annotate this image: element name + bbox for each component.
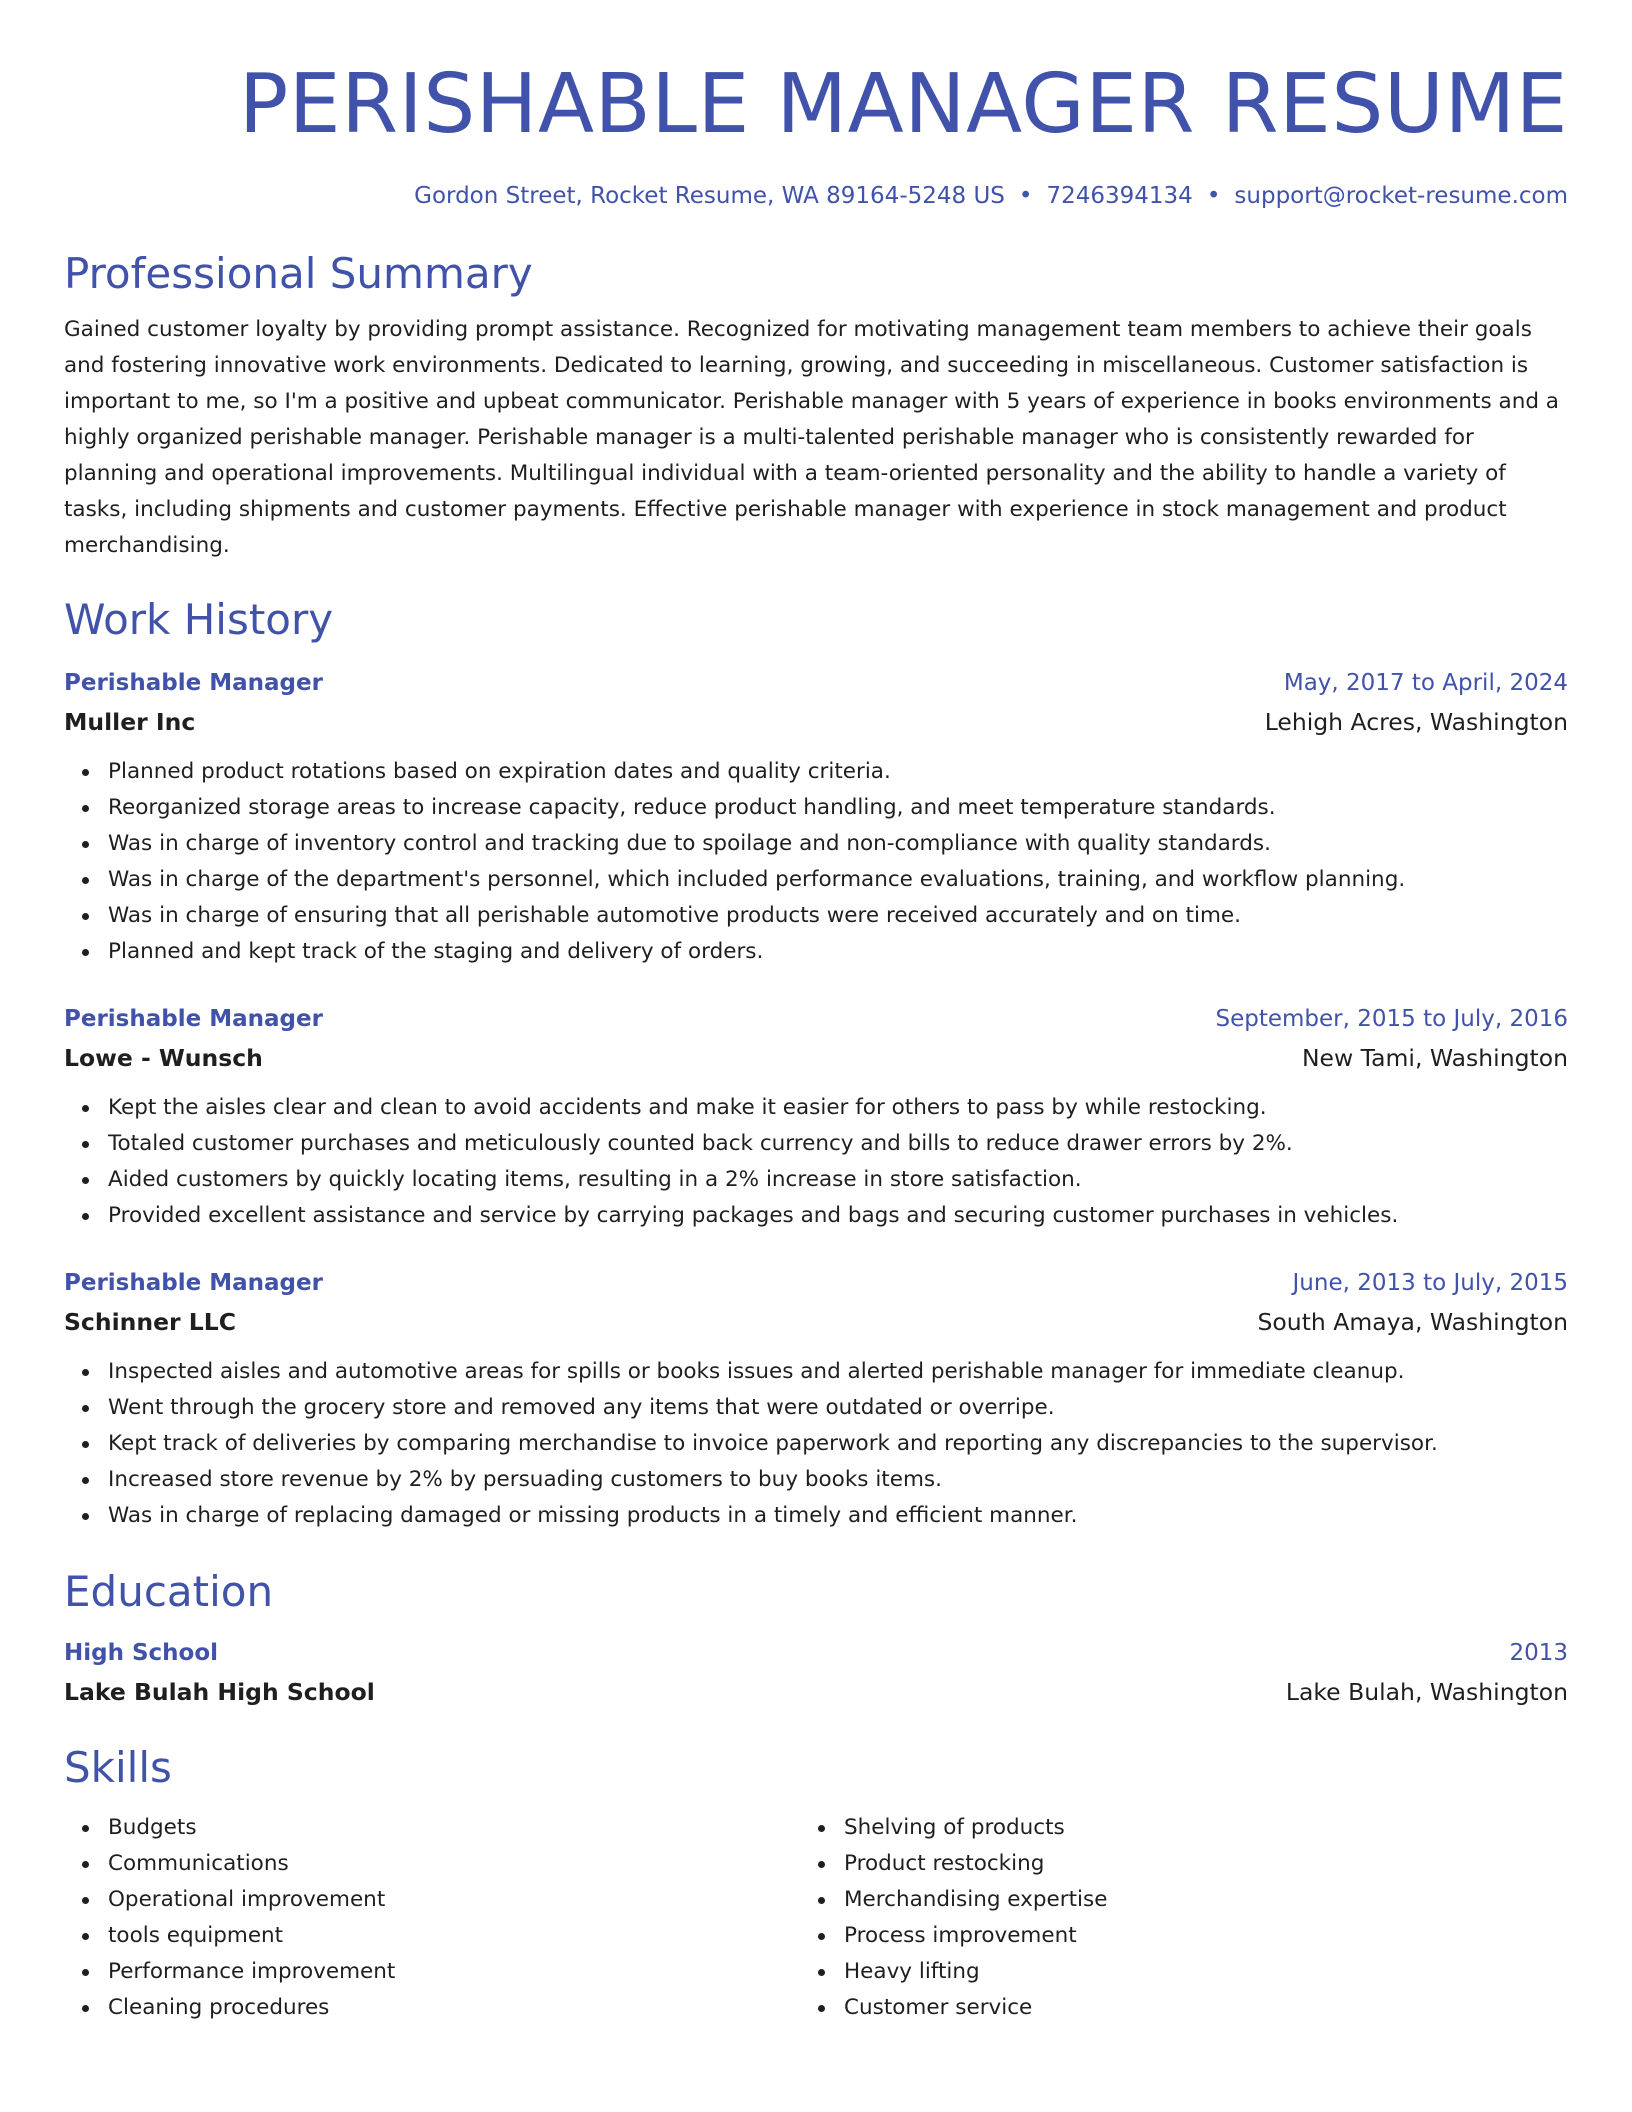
job-entry bbox=[64, 1000, 1568, 1234]
section-title-work-history: Work History bbox=[64, 595, 334, 644]
separator-dot: • bbox=[1206, 183, 1221, 209]
education-entry bbox=[64, 1634, 1568, 1712]
skill-item: Product restocking bbox=[844, 1846, 1500, 1882]
job-bullet: Was in charge of ensuring that all perishable automotive products were received accurately and on time. bbox=[108, 898, 1568, 934]
skills-column-left bbox=[64, 1810, 800, 2026]
skills-column-right bbox=[800, 1810, 1500, 2026]
job-dates: May, 2017 to April, 2024 bbox=[1283, 670, 1568, 696]
section-title-skills: Skills bbox=[64, 1743, 172, 1792]
company-name: Lowe - Wunsch bbox=[64, 1044, 263, 1072]
job-bullets bbox=[64, 1354, 1568, 1534]
separator-dot: • bbox=[1018, 183, 1033, 209]
skills-list bbox=[64, 1810, 800, 2026]
job-bullet: Kept track of deliveries by comparing merchandise to invoice paperwork and reporting any discrepancies to the supervisor. bbox=[108, 1426, 1568, 1462]
job-dates: September, 2015 to July, 2016 bbox=[1215, 1006, 1568, 1032]
job-dates: June, 2013 to July, 2015 bbox=[1292, 1270, 1568, 1296]
skill-item: Shelving of products bbox=[844, 1810, 1500, 1846]
job-location: Lehigh Acres, Washington bbox=[1264, 708, 1568, 736]
resume-header bbox=[64, 50, 1568, 212]
job-bullet: Was in charge of inventory control and tracking due to spoilage and non-compliance with quality standards. bbox=[108, 826, 1568, 862]
job-bullet: Inspected aisles and automotive areas for spills or books issues and alerted perishable manager for immediate cleanup. bbox=[108, 1354, 1568, 1390]
graduation-year: 2013 bbox=[1509, 1640, 1568, 1666]
job-title: Perishable Manager bbox=[64, 670, 323, 696]
company-name: Schinner LLC bbox=[64, 1308, 237, 1336]
section-title-education: Education bbox=[64, 1567, 274, 1616]
skills-section bbox=[64, 1740, 1568, 2026]
school-location: Lake Bulah, Washington bbox=[1285, 1678, 1568, 1706]
job-bullets bbox=[64, 754, 1568, 970]
resume-title: PERISHABLE MANAGER RESUME bbox=[238, 57, 1568, 152]
job-bullet: Totaled customer purchases and meticulously counted back currency and bills to reduce drawer errors by 2%. bbox=[108, 1126, 1568, 1162]
job-bullet: Kept the aisles clear and clean to avoid accidents and make it easier for others to pass by while restocking. bbox=[108, 1090, 1568, 1126]
skill-item: Budgets bbox=[108, 1810, 800, 1846]
skill-item: Cleaning procedures bbox=[108, 1990, 800, 2026]
skill-item: Performance improvement bbox=[108, 1954, 800, 1990]
job-location: New Tami, Washington bbox=[1301, 1044, 1568, 1072]
job-bullet: Reorganized storage areas to increase capacity, reduce product handling, and meet temperature standards. bbox=[108, 790, 1568, 826]
job-bullet: Planned and kept track of the staging and delivery of orders. bbox=[108, 934, 1568, 970]
section-title-summary: Professional Summary bbox=[64, 249, 533, 298]
skill-item: tools equipment bbox=[108, 1918, 800, 1954]
job-title: Perishable Manager bbox=[64, 1006, 323, 1032]
skill-item: Process improvement bbox=[844, 1918, 1500, 1954]
job-bullet: Went through the grocery store and removed any items that were outdated or overripe. bbox=[108, 1390, 1568, 1426]
summary-text: Gained customer loyalty by providing prompt assistance. Recognized for motivating management team members to achieve their goals and fostering innovative work environments. Dedicated to learning, growing, and succeeding in miscellaneous. Customer satisfaction is important to me, so I'm a positive and upbeat communicator. Perishable manager with 5 years of experience in books environments and a highly organized perishable manager. Perishable manager is a multi-talented perishable manager who is consistently rewarded for planning and operational improvements. Multilingual individual with a team-oriented personality and the ability to handle a variety of tasks, including shipments and customer payments. Effective perishable manager with experience in stock management and product merchandising. bbox=[64, 317, 1559, 558]
contact-line bbox=[64, 180, 1568, 212]
job-entry bbox=[64, 1264, 1568, 1534]
skills-list bbox=[800, 1810, 1500, 2026]
skill-item: Merchandising expertise bbox=[844, 1882, 1500, 1918]
skill-item: Customer service bbox=[844, 1990, 1500, 2026]
job-bullet: Was in charge of replacing damaged or missing products in a timely and efficient manner. bbox=[108, 1498, 1568, 1534]
job-entry bbox=[64, 664, 1568, 970]
phone: 7246394134 bbox=[1046, 183, 1193, 209]
company-name: Muller Inc bbox=[64, 708, 196, 736]
school-name: Lake Bulah High School bbox=[64, 1678, 375, 1706]
skill-item: Operational improvement bbox=[108, 1882, 800, 1918]
job-bullet: Was in charge of the department's personnel, which included performance evaluations, training, and workflow planning. bbox=[108, 862, 1568, 898]
skill-item: Heavy lifting bbox=[844, 1954, 1500, 1990]
job-bullet: Planned product rotations based on expiration dates and quality criteria. bbox=[108, 754, 1568, 790]
job-bullet: Aided customers by quickly locating items, resulting in a 2% increase in store satisfaction. bbox=[108, 1162, 1568, 1198]
job-location: South Amaya, Washington bbox=[1257, 1308, 1568, 1336]
skill-item: Communications bbox=[108, 1846, 800, 1882]
job-bullet: Increased store revenue by 2% by persuading customers to buy books items. bbox=[108, 1462, 1568, 1498]
summary-section bbox=[64, 246, 1568, 564]
job-title: Perishable Manager bbox=[64, 1270, 323, 1296]
degree: High School bbox=[64, 1640, 219, 1666]
education-section bbox=[64, 1564, 1568, 1712]
skills-columns bbox=[64, 1810, 1568, 2026]
job-bullet: Provided excellent assistance and service by carrying packages and bags and securing customer purchases in vehicles. bbox=[108, 1198, 1568, 1234]
email-link[interactable]: support@rocket-resume.com bbox=[1234, 183, 1568, 209]
address: Gordon Street, Rocket Resume, WA 89164-5248 US bbox=[414, 183, 1005, 209]
work-history-section bbox=[64, 592, 1568, 1534]
job-bullets bbox=[64, 1090, 1568, 1234]
